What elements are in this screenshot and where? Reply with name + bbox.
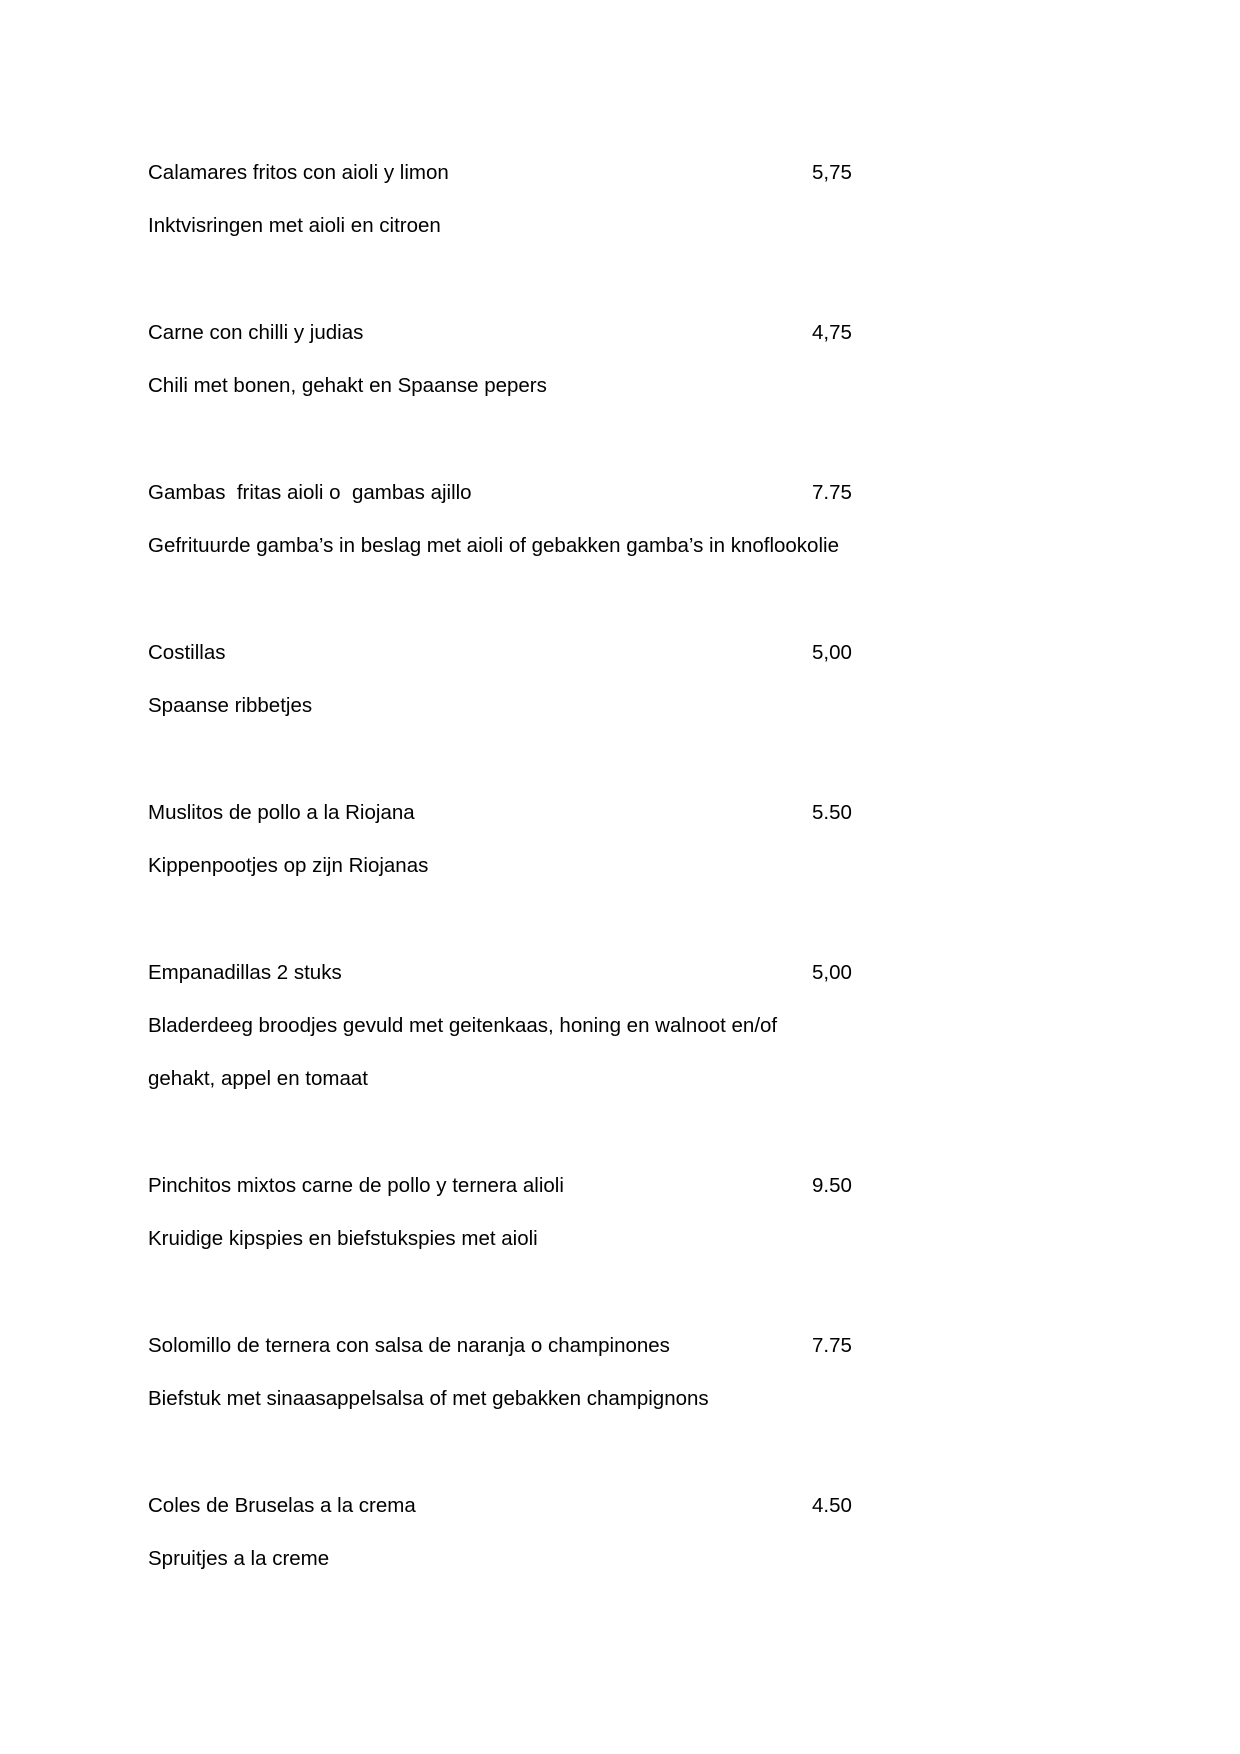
menu-item-name: Coles de Bruselas a la crema <box>148 1494 416 1517</box>
menu-item-description: Bladerdeeg broodjes gevuld met geitenkaas, honing en walnoot en/of <box>148 1014 778 1037</box>
menu-item-description: Spaanse ribbetjes <box>148 694 313 717</box>
menu-item-name: Muslitos de pollo a la Riojana <box>148 801 415 824</box>
menu-item-name: Calamares fritos con aioli y limon <box>148 161 449 184</box>
menu-item-description: Kippenpootjes op zijn Riojanas <box>148 854 429 877</box>
menu-item <box>148 306 908 412</box>
tapas-menu-list <box>148 146 908 1639</box>
menu-item-price: 9.50 <box>812 1174 852 1197</box>
menu-item-price: 7.75 <box>812 1334 852 1357</box>
menu-item-description: Gefrituurde gamba’s in beslag met aioli of gebakken gamba’s in knoflookolie <box>148 534 839 557</box>
menu-item-name: Pinchitos mixtos carne de pollo y ternera alioli <box>148 1174 564 1197</box>
menu-item <box>148 946 908 1105</box>
menu-item-header <box>148 786 908 839</box>
menu-item-price: 5,00 <box>812 961 852 984</box>
menu-item <box>148 626 908 732</box>
menu-item-description: Kruidige kipspies en biefstukspies met aioli <box>148 1227 538 1250</box>
menu-item <box>148 786 908 892</box>
menu-item-header <box>148 1319 908 1372</box>
menu-item-name: Carne con chilli y judias <box>148 321 364 344</box>
menu-item-header <box>148 626 908 679</box>
menu-item-header <box>148 306 908 359</box>
menu-item-price: 5,75 <box>812 161 852 184</box>
menu-item <box>148 146 908 252</box>
menu-item-price: 4.50 <box>812 1494 852 1517</box>
menu-item <box>148 1159 908 1265</box>
menu-item-description-continued: gehakt, appel en tomaat <box>148 1067 368 1090</box>
menu-item <box>148 466 908 572</box>
menu-item-name: Empanadillas 2 stuks <box>148 961 342 984</box>
menu-item-header <box>148 466 908 519</box>
menu-item-name: Gambas fritas aioli o gambas ajillo <box>148 481 472 504</box>
menu-item-description: Spruitjes a la creme <box>148 1547 330 1570</box>
menu-item-header <box>148 146 908 199</box>
menu-item-description: Inktvisringen met aioli en citroen <box>148 214 441 237</box>
menu-item-header <box>148 946 908 999</box>
menu-item-price: 7.75 <box>812 481 852 504</box>
menu-item-name: Costillas <box>148 641 226 664</box>
menu-item-header <box>148 1159 908 1212</box>
menu-item-header <box>148 1479 908 1532</box>
menu-item-price: 4,75 <box>812 321 852 344</box>
menu-item <box>148 1319 908 1425</box>
menu-item-name: Solomillo de ternera con salsa de naranja o champinones <box>148 1334 670 1357</box>
menu-item-description: Biefstuk met sinaasappelsalsa of met gebakken champignons <box>148 1387 709 1410</box>
menu-item-price: 5.50 <box>812 801 852 824</box>
menu-item-price: 5,00 <box>812 641 852 664</box>
menu-item-description: Chili met bonen, gehakt en Spaanse pepers <box>148 374 547 397</box>
menu-item <box>148 1479 908 1585</box>
